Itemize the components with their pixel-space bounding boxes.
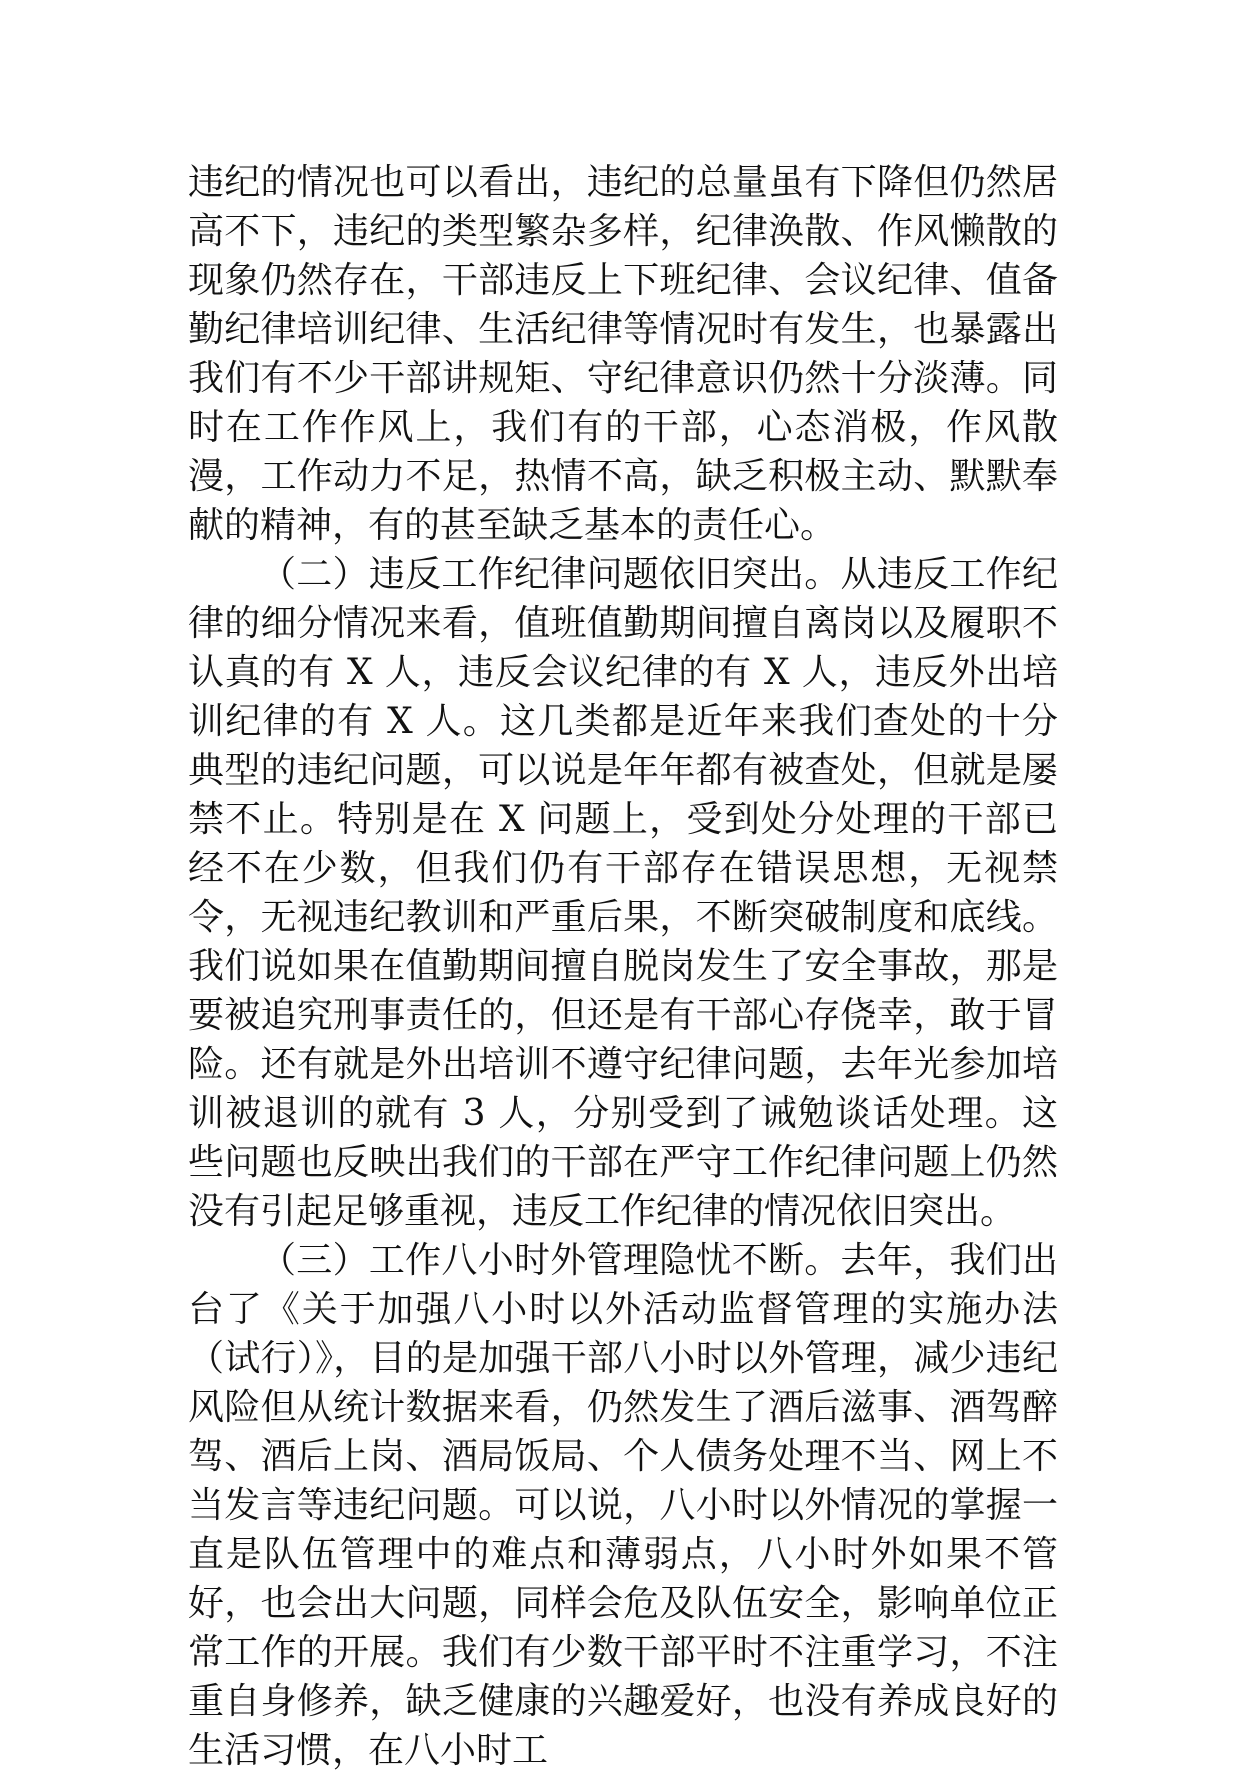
document-page — [188, 158, 1058, 1775]
paragraph-discipline-overview: 违纪的情况也可以看出，违纪的总量虽有下降但仍然居高不下，违纪的类型繁杂多样，纪律涣散、作风懒散的现象仍然存在，干部违反上下班纪律、会议纪律、值备勤纪律培训纪律、生活纪律等情况时有发生，也暴露出我们有不少干部讲规矩、守纪律意识仍然十分淡薄。同时在工作作风上，我们有的干部，心态消极，作风散漫，工作动力不足，热情不高，缺乏积极主动、默默奉献的精神，有的甚至缺乏基本的责任心。 — [188, 162, 1058, 546]
paragraph-work-discipline: （二）违反工作纪律问题依旧突出。从违反工作纪律的细分情况来看，值班值勤期间擅自离岗以及履职不认真的有 X 人，违反会议纪律的有 X 人，违反外出培训纪律的有 X 人。这几类都是近年来我们查处的十分典型的违纪问题，可以说是年年都有被查处，但就是屡禁不止。特别是在 X 问题上，受到处分处理的干部已经不在少数，但我们仍有干部存在错误思想，无视禁令，无视违纪教训和严重后果，不断突破制度和底线。我们说如果在值勤期间擅自脱岗发生了安全事故，那是要被追究刑事责任的，但还是有干部心存侥幸，敢于冒险。还有就是外出培训不遵守纪律问题，去年光参加培训被退训的就有 3 人，分别受到了诫勉谈话处理。这些问题也反映出我们的干部在严守工作纪律问题上仍然没有引起足够重视，违反工作纪律的情况依旧突出。 — [188, 554, 1058, 1232]
paragraph-after-hours-management: （三）工作八小时外管理隐忧不断。去年，我们出台了《关于加强八小时以外活动监督管理的实施办法（试行）》，目的是加强干部八小时以外管理，减少违纪风险但从统计数据来看，仍然发生了酒后滋事、酒驾醉驾、酒后上岗、酒局饭局、个人债务处理不当、网上不当发言等违纪问题。可以说，八小时以外情况的掌握一直是队伍管理中的难点和薄弱点，八小时外如果不管好，也会出大问题，同样会危及队伍安全，影响单位正常工作的开展。我们有少数干部平时不注重学习，不注重自身修养，缺乏健康的兴趣爱好，也没有养成良好的生活习惯，在八小时工 — [188, 1240, 1058, 1771]
